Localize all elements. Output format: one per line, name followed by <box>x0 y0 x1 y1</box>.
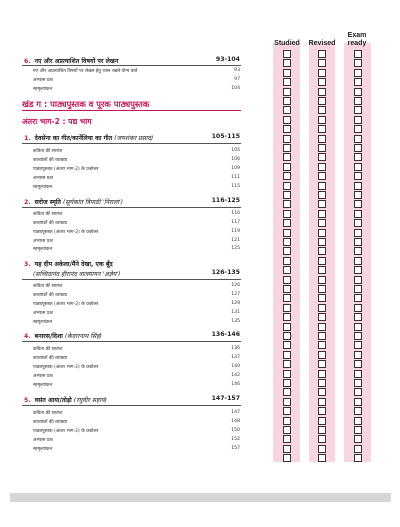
studied-checkbox[interactable] <box>283 332 291 340</box>
exam-ready-checkbox[interactable] <box>354 313 362 321</box>
toc-item: कविता की सारांश <box>33 411 63 416</box>
revised-checkbox[interactable] <box>318 163 326 171</box>
studied-checkbox[interactable] <box>283 407 291 415</box>
studied-checkbox[interactable] <box>283 360 291 368</box>
column-header-studied: Studied <box>274 40 300 47</box>
toc-item: स्वमूल्यांकन <box>33 320 53 325</box>
section-divider <box>22 143 241 144</box>
column-header-exam-ready <box>341 32 373 48</box>
section-number: 4. <box>24 333 31 340</box>
toc-item: अभ्यास प्रश्न <box>33 374 53 379</box>
toc-item: अभ्यास प्रश्न <box>33 176 53 181</box>
section-author-line <box>33 269 120 278</box>
column-header-exam-ready-text: Exam ready <box>347 32 367 47</box>
footer-bar <box>10 493 391 502</box>
section-page-range: 116-125 <box>211 197 240 204</box>
studied-checkbox[interactable] <box>283 370 291 378</box>
section-number: 6. <box>24 58 31 65</box>
exam-ready-checkbox[interactable] <box>354 135 362 143</box>
revised-checkbox[interactable] <box>318 417 326 425</box>
revised-checkbox[interactable] <box>318 59 326 67</box>
exam-ready-checkbox[interactable] <box>354 144 362 152</box>
studied-checkbox[interactable] <box>283 285 291 293</box>
studied-checkbox[interactable] <box>283 200 291 208</box>
section-divider <box>22 65 241 66</box>
toc-item: अभ्यास प्रश्न <box>33 438 53 443</box>
toc-item-page: 106 <box>231 157 240 162</box>
studied-checkbox[interactable] <box>283 238 291 246</box>
section-heading <box>24 197 123 206</box>
exam-ready-checkbox[interactable] <box>354 426 362 434</box>
toc-item-page: 111 <box>231 175 240 180</box>
section-author: (जयशंकर प्रसाद) <box>114 135 154 142</box>
toc-item: स्वमूल्यांकन <box>33 383 53 388</box>
revised-checkbox[interactable] <box>318 313 326 321</box>
section-divider <box>22 405 241 406</box>
toc-item: अभ्यास प्रश्न <box>33 311 53 316</box>
studied-checkbox[interactable] <box>283 163 291 171</box>
toc-item: काव्यांशों की व्याख्या <box>33 356 68 361</box>
exam-ready-checkbox[interactable] <box>354 351 362 359</box>
revised-checkbox[interactable] <box>318 294 326 302</box>
toc-item-page: 105 <box>231 148 240 153</box>
revised-checkbox[interactable] <box>318 106 326 114</box>
studied-checkbox[interactable] <box>283 210 291 218</box>
toc-item-page: 125 <box>231 246 240 251</box>
studied-checkbox[interactable] <box>283 153 291 161</box>
revised-checkbox[interactable] <box>318 276 326 284</box>
revised-checkbox[interactable] <box>318 304 326 312</box>
section-heading <box>24 56 118 65</box>
toc-item-page: 136 <box>231 346 240 351</box>
studied-checkbox[interactable] <box>283 59 291 67</box>
exam-ready-checkbox[interactable] <box>354 106 362 114</box>
subpart-heading: अंतरा भाग-2 : पद्य भाग <box>22 117 92 126</box>
toc-item-page: 152 <box>231 437 240 442</box>
section-title: सरोज स्मृति <box>34 199 61 206</box>
revised-checkbox[interactable] <box>318 210 326 218</box>
studied-checkbox[interactable] <box>283 106 291 114</box>
studied-checkbox[interactable] <box>283 313 291 321</box>
toc-item: अभ्यास प्रश्न <box>33 78 53 83</box>
exam-ready-checkbox[interactable] <box>354 78 362 86</box>
toc-item: पाठ्यपुस्तक (अंतरा भाग-2) के प्रश्नोत्तर <box>33 365 99 370</box>
exam-ready-checkbox[interactable] <box>354 88 362 96</box>
section-page-range: 126-135 <box>211 269 240 276</box>
toc-item: काव्यांशों की व्याख्या <box>33 293 68 298</box>
revised-checkbox[interactable] <box>318 407 326 415</box>
exam-ready-checkbox[interactable] <box>354 69 362 77</box>
toc-item: कविता की सारांश <box>33 149 63 154</box>
exam-ready-checkbox[interactable] <box>354 229 362 237</box>
exam-ready-checkbox[interactable] <box>354 294 362 302</box>
revised-checkbox[interactable] <box>318 266 326 274</box>
toc-item: कविता की सारांश <box>33 347 63 352</box>
exam-ready-checkbox[interactable] <box>354 285 362 293</box>
exam-ready-checkbox[interactable] <box>354 50 362 58</box>
studied-checkbox[interactable] <box>283 88 291 96</box>
revised-checkbox[interactable] <box>318 388 326 396</box>
toc-item: स्वमूल्यांकन <box>33 447 53 452</box>
exam-ready-checkbox[interactable] <box>354 417 362 425</box>
toc-item-page: 150 <box>231 428 240 433</box>
toc-item-page: 126 <box>231 283 240 288</box>
revised-checkbox[interactable] <box>318 257 326 265</box>
revised-checkbox[interactable] <box>318 379 326 387</box>
revised-checkbox[interactable] <box>318 229 326 237</box>
studied-checkbox[interactable] <box>283 417 291 425</box>
toc-item: अभ्यास प्रश्न <box>33 239 53 244</box>
toc-item-page: 127 <box>231 292 240 297</box>
toc-item-page: 121 <box>231 238 240 243</box>
section-title: देवसेना का गीत/कार्नेलिया का गीत <box>34 135 113 142</box>
studied-checkbox[interactable] <box>283 445 291 453</box>
studied-checkbox[interactable] <box>283 351 291 359</box>
toc-item-page: 146 <box>231 382 240 387</box>
studied-checkbox[interactable] <box>283 219 291 227</box>
revised-checkbox[interactable] <box>318 191 326 199</box>
section-title: यह दीप अकेला/मैंने देखा, एक बूँद <box>34 261 113 268</box>
exam-ready-checkbox[interactable] <box>354 238 362 246</box>
section-number: 2. <box>24 199 31 206</box>
section-heading <box>24 395 107 404</box>
studied-checkbox[interactable] <box>283 191 291 199</box>
revised-checkbox[interactable] <box>318 351 326 359</box>
toc-item-page: 117 <box>231 220 240 225</box>
revised-checkbox[interactable] <box>318 360 326 368</box>
exam-ready-checkbox[interactable] <box>354 153 362 161</box>
toc-item: पाठ्यपुस्तक (अंतरा भाग-2) के प्रश्नोत्तर <box>33 167 99 172</box>
exam-ready-checkbox[interactable] <box>354 172 362 180</box>
exam-ready-checkbox[interactable] <box>354 219 362 227</box>
revised-checkbox[interactable] <box>318 370 326 378</box>
toc-item: स्वमूल्यांकन <box>33 247 53 252</box>
revised-checkbox[interactable] <box>318 435 326 443</box>
exam-ready-checkbox[interactable] <box>354 59 362 67</box>
toc-item-page: 148 <box>231 419 240 424</box>
toc-item-page: 140 <box>231 364 240 369</box>
section-author: (सूर्यकांत त्रिपाठी 'निराला') <box>62 199 124 206</box>
exam-ready-checkbox[interactable] <box>354 407 362 415</box>
toc-item-page: 142 <box>231 373 240 378</box>
exam-ready-checkbox[interactable] <box>354 257 362 265</box>
studied-checkbox[interactable] <box>283 398 291 406</box>
studied-checkbox[interactable] <box>283 426 291 434</box>
revised-checkbox[interactable] <box>318 125 326 133</box>
exam-ready-checkbox[interactable] <box>354 182 362 190</box>
toc-item-page: 157 <box>231 446 240 451</box>
toc-item: पाठ्यपुस्तक (अंतरा भाग-2) के प्रश्नोत्तर <box>33 230 99 235</box>
toc-item-page: 147 <box>231 410 240 415</box>
exam-ready-checkbox[interactable] <box>354 125 362 133</box>
toc-item-page: 116 <box>231 211 240 216</box>
studied-checkbox[interactable] <box>283 276 291 284</box>
toc-item-page: 137 <box>231 355 240 360</box>
revised-checkbox[interactable] <box>318 50 326 58</box>
revised-checkbox[interactable] <box>318 153 326 161</box>
revised-checkbox[interactable] <box>318 182 326 190</box>
revised-checkbox[interactable] <box>318 332 326 340</box>
studied-checkbox[interactable] <box>283 135 291 143</box>
toc-item: काव्यांशों की व्याख्या <box>33 221 68 226</box>
toc-item-page: 119 <box>231 229 240 234</box>
section-divider <box>22 341 241 342</box>
studied-checkbox[interactable] <box>283 78 291 86</box>
section-heading <box>24 259 113 268</box>
studied-checkbox[interactable] <box>283 50 291 58</box>
studied-checkbox[interactable] <box>283 304 291 312</box>
revised-checkbox[interactable] <box>318 238 326 246</box>
studied-checkbox[interactable] <box>283 247 291 255</box>
section-page-range: 105-115 <box>211 133 240 140</box>
exam-ready-checkbox[interactable] <box>354 276 362 284</box>
section-page-range: 93-104 <box>215 56 240 63</box>
revised-checkbox[interactable] <box>318 219 326 227</box>
exam-ready-checkbox[interactable] <box>354 200 362 208</box>
studied-checkbox[interactable] <box>283 454 291 462</box>
section-title: नए और अप्रत्याशित विषयों पर लेखन <box>34 58 119 65</box>
section-author: (सच्चिदानंद हीरानंद वात्स्यायन 'अज्ञेय') <box>33 271 121 278</box>
studied-checkbox[interactable] <box>283 294 291 302</box>
exam-ready-checkbox[interactable] <box>354 247 362 255</box>
section-author: (रघुवीर सहाय) <box>73 397 107 404</box>
revised-checkbox[interactable] <box>318 200 326 208</box>
revised-checkbox[interactable] <box>318 323 326 331</box>
revised-checkbox[interactable] <box>318 69 326 77</box>
exam-ready-checkbox[interactable] <box>354 454 362 462</box>
exam-ready-checkbox[interactable] <box>354 360 362 368</box>
section-author: (केदारनाथ सिंह) <box>64 333 102 340</box>
section-divider <box>22 207 241 208</box>
exam-ready-checkbox[interactable] <box>354 435 362 443</box>
section-title: वसंत आया/तोड़ो <box>34 397 72 404</box>
studied-checkbox[interactable] <box>283 388 291 396</box>
studied-checkbox[interactable] <box>283 257 291 265</box>
exam-ready-checkbox[interactable] <box>354 304 362 312</box>
studied-checkbox[interactable] <box>283 182 291 190</box>
exam-ready-checkbox[interactable] <box>354 388 362 396</box>
revised-checkbox[interactable] <box>318 454 326 462</box>
revised-checkbox[interactable] <box>318 285 326 293</box>
toc-item-page: 115 <box>231 184 240 189</box>
toc-item: पाठ्यपुस्तक (अंतरा भाग-2) के प्रश्नोत्तर <box>33 429 99 434</box>
toc-item: काव्यांशों की व्याख्या <box>33 158 68 163</box>
studied-checkbox[interactable] <box>283 125 291 133</box>
exam-ready-checkbox[interactable] <box>354 116 362 124</box>
toc-item-page: 131 <box>231 310 240 315</box>
section-divider <box>22 279 241 280</box>
section-number: 3. <box>24 261 31 268</box>
revised-checkbox[interactable] <box>318 144 326 152</box>
exam-ready-checkbox[interactable] <box>354 341 362 349</box>
toc-item: स्वमूल्यांकन <box>33 87 53 92</box>
studied-checkbox[interactable] <box>283 229 291 237</box>
studied-checkbox[interactable] <box>283 172 291 180</box>
section-page-range: 147-157 <box>211 395 240 402</box>
revised-checkbox[interactable] <box>318 398 326 406</box>
toc-item: काव्यांशों की व्याख्या <box>33 420 68 425</box>
revised-checkbox[interactable] <box>318 172 326 180</box>
studied-checkbox[interactable] <box>283 379 291 387</box>
revised-checkbox[interactable] <box>318 247 326 255</box>
toc-item: नए और अप्रत्याशित विषयों पर लेखन हेतु ध्यान रखने योग्य बातें <box>33 69 138 74</box>
revised-checkbox[interactable] <box>318 88 326 96</box>
studied-checkbox[interactable] <box>283 435 291 443</box>
studied-checkbox[interactable] <box>283 116 291 124</box>
toc-item-page: 135 <box>231 319 240 324</box>
studied-checkbox[interactable] <box>283 144 291 152</box>
part-heading: खंड ग : पाठ्यपुस्तक व पूरक पाठ्यपुस्तक <box>22 99 150 109</box>
exam-ready-checkbox[interactable] <box>354 191 362 199</box>
section-heading <box>24 133 153 142</box>
toc-item-page: 97 <box>234 77 240 82</box>
exam-ready-checkbox[interactable] <box>354 370 362 378</box>
revised-checkbox[interactable] <box>318 445 326 453</box>
exam-ready-checkbox[interactable] <box>354 379 362 387</box>
exam-ready-checkbox[interactable] <box>354 398 362 406</box>
section-heading <box>24 331 102 340</box>
toc-item: कविता की सारांश <box>33 284 63 289</box>
revised-checkbox[interactable] <box>318 116 326 124</box>
revised-checkbox[interactable] <box>318 426 326 434</box>
section-number: 5. <box>24 397 31 404</box>
section-page-range: 136-146 <box>211 331 240 338</box>
revised-checkbox[interactable] <box>318 97 326 105</box>
revised-checkbox[interactable] <box>318 78 326 86</box>
toc-item: पाठ्यपुस्तक (अंतरा भाग-2) के प्रश्नोत्तर <box>33 302 99 307</box>
studied-checkbox[interactable] <box>283 69 291 77</box>
exam-ready-checkbox[interactable] <box>354 332 362 340</box>
revised-checkbox[interactable] <box>318 341 326 349</box>
toc-item-page: 129 <box>231 301 240 306</box>
studied-checkbox[interactable] <box>283 323 291 331</box>
section-title: बनारस/दिशा <box>34 333 63 340</box>
exam-ready-checkbox[interactable] <box>354 97 362 105</box>
toc-item: स्वमूल्यांकन <box>33 185 53 190</box>
column-header-revised: Revised <box>308 40 336 47</box>
part-divider <box>22 110 241 111</box>
toc-item-page: 104 <box>231 86 240 91</box>
studied-checkbox[interactable] <box>283 97 291 105</box>
toc-item-page: 109 <box>231 166 240 171</box>
exam-ready-checkbox[interactable] <box>354 266 362 274</box>
section-number: 1. <box>24 135 31 142</box>
exam-ready-checkbox[interactable] <box>354 445 362 453</box>
revised-checkbox[interactable] <box>318 135 326 143</box>
studied-checkbox[interactable] <box>283 341 291 349</box>
exam-ready-checkbox[interactable] <box>354 163 362 171</box>
toc-item-page: 93 <box>234 68 240 73</box>
toc-item: कविता की सारांश <box>33 212 63 217</box>
exam-ready-checkbox[interactable] <box>354 210 362 218</box>
studied-checkbox[interactable] <box>283 266 291 274</box>
exam-ready-checkbox[interactable] <box>354 323 362 331</box>
